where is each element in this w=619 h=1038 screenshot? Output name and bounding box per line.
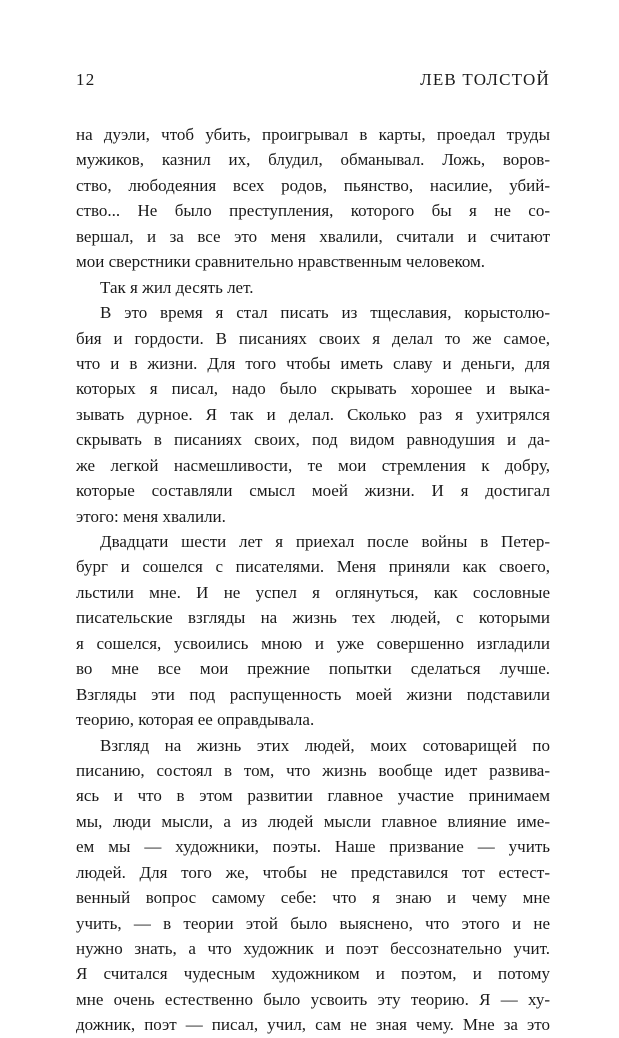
text-line: теорию, которая ее оправдывала. xyxy=(76,710,315,730)
text-line: учить, — в теории этой было выяснено, что этого и не xyxy=(76,913,550,933)
text-line: писательские взгляды на жизнь тех людей, с которыми xyxy=(76,608,550,628)
running-title: ЛЕВ ТОЛСТОЙ xyxy=(420,70,550,89)
text-line: бия и гордости. В писаниях своих я делал то же самое, xyxy=(76,328,550,348)
text-line: ем мы — художники, поэты. Наше призвание — учить xyxy=(76,837,550,857)
text-line: ство, любодеяния всех родов, пьянство, насилие, убий- xyxy=(76,175,550,195)
text-line: дожник, поэт — писал, учил, сам не зная чему. Мне за это xyxy=(76,1015,550,1035)
text-line: скрывать в писаниях своих, под видом равнодушия и да- xyxy=(76,430,550,450)
text-line: венный вопрос самому себе: что я знаю и чему мне xyxy=(76,888,550,908)
text-line: которых я писал, надо было скрывать хорошее и выка- xyxy=(76,379,550,399)
body-text xyxy=(76,122,550,1038)
text-line: людей. Для того же, чтобы не представился тот естест- xyxy=(76,862,550,882)
text-line: что и в жизни. Для того чтобы иметь славу и деньги, для xyxy=(76,353,550,373)
text-line: во мне все мои прежние попытки сделаться лучше. xyxy=(76,659,550,679)
text-line: ясь и что в этом развитии главное участие принимаем xyxy=(76,786,550,806)
running-head xyxy=(76,70,550,94)
text-line: бург и сошелся с писателями. Меня приняли как своего, xyxy=(76,557,550,577)
text-line: на дуэли, чтоб убить, проигрывал в карты, проедал труды xyxy=(76,125,550,144)
text-line: нужно знать, а что художник и поэт бессознательно учит. xyxy=(76,939,550,958)
text-line: мы, люди мысли, а из людей мысли главное влияние име- xyxy=(76,811,550,831)
page-number: 12 xyxy=(76,70,96,89)
text-line: ство... Не было преступления, которого бы я не со- xyxy=(76,201,550,221)
text-line: писанию, состоял в том, что жизнь вообще идет развива- xyxy=(76,760,550,780)
text-line: я сошелся, усвоились мною и уже совершенно изгладили xyxy=(76,633,550,653)
text-line: вершал, и за все это меня хвалили, считали и считают xyxy=(76,226,550,246)
text-line: зывать дурное. Я так и делал. Сколько раз я ухитрялся xyxy=(76,404,550,424)
text-line: льстили мне. И не успел я оглянуться, как сословные xyxy=(76,582,550,602)
text-line: Взгляды эти под распущенность моей жизни подставили xyxy=(76,684,550,704)
text-line: же легкой насмешливости, те мои стремления к добру, xyxy=(76,455,550,475)
text-line: которые составляли смысл моей жизни. И я достигал xyxy=(76,481,550,501)
text-line: Так я жил десять лет. xyxy=(100,277,254,297)
text-line: Двадцати шести лет я приехал после войны в Петер- xyxy=(100,532,550,551)
text-line: Я считался чудесным художником и поэтом, и потому xyxy=(76,964,550,984)
text-line: В это время я стал писать из тщеславия, корыстолю- xyxy=(100,303,550,323)
text-line: мне очень естественно было усвоить эту теорию. Я — ху- xyxy=(76,989,550,1009)
text-line: мои сверстники сравнительно нравственным человеком. xyxy=(76,252,486,272)
text-line: этого: меня хвалили. xyxy=(76,506,226,526)
text-line: мужиков, казнил их, блудил, обманывал. Ложь, воров- xyxy=(76,150,550,170)
text-line: Взгляд на жизнь этих людей, моих сотоварищей по xyxy=(100,735,550,755)
